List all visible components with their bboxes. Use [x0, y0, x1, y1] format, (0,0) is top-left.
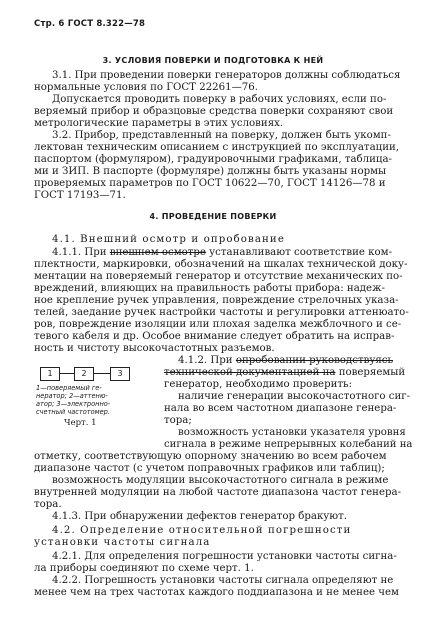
struck-text: опробовании руководствуясь	[235, 355, 394, 366]
paragraph-line: веряемый прибор и образцовые средства поверки сохраняют свои	[34, 106, 394, 117]
struck-text: внешнем осмотре	[109, 247, 206, 258]
paragraph-line: 4.2.2. Погрешность установки частоты сигнала определяют не	[52, 575, 394, 586]
paragraph-line: нала во всем частотном диапазоне генера-	[164, 403, 397, 414]
paragraph-line: Допускается проводить поверку в рабочих условиях, если по-	[52, 94, 387, 105]
scheme-connector	[60, 373, 74, 374]
paragraph-line: плектности, маркировки, обозначений на шкалах технической доку-	[34, 259, 408, 270]
scheme-box-attenuator: 2	[74, 367, 94, 381]
section-3-title: 3. УСЛОВИЯ ПОВЕРКИ И ПОДГОТОВКА К НЕЙ	[102, 56, 324, 65]
paragraph-line: возможность установки указателя уровня	[178, 427, 406, 438]
paragraph-line: лектован техническим описанием с инструкцией по эксплуатации,	[34, 142, 400, 153]
paragraph-line: 4.1.3. При обнаружении дефектов генератор бракуют.	[52, 511, 348, 522]
paragraph-line: 4.1.1. При внешнем осмотре устанавливают соответствие ком-	[52, 247, 393, 258]
scheme-connector	[94, 373, 110, 374]
section-4-title: 4. ПРОВЕДЕНИЕ ПОВЕРКИ	[149, 212, 277, 221]
connection-scheme	[40, 367, 132, 381]
paragraph-line: менее чем на трех частотах каждого поддиапазона и не менее чем	[34, 587, 399, 598]
paragraph-line: проверяемых параметров по ГОСТ 10622—70, ГОСТ 14126—78 и	[34, 178, 386, 189]
scheme-caption-line: счетный частотомер.	[36, 408, 110, 416]
paragraph-line: возможность модуляции высокочастотного сигнала в режиме	[52, 475, 389, 486]
paragraph-line: 4.2.1. Для определения погрешности установки частоты сигна-	[52, 551, 397, 562]
paragraph-line: диапазоне частот (с учетом поправочных графиков или таблиц);	[34, 463, 385, 474]
paragraph-line: технической документацией на поверяемый	[164, 367, 406, 378]
paragraph-line: вреждений, влияющих на правильность работы прибора: надеж-	[34, 283, 385, 294]
scheme-caption-line: 1—поверяемый ге-	[36, 384, 102, 392]
scheme-box-generator: 1	[40, 367, 60, 381]
subsection-heading: 4.1. Внешний осмотр и опробование	[52, 234, 285, 245]
paragraph-line: ное крепление ручек управления, повреждение стрелочных указа-	[34, 295, 399, 306]
subsection-heading: 4.2. Определение относительной погрешности	[52, 525, 352, 536]
paragraph-line: ность и чистоту высокочастотных разъемов.	[34, 343, 275, 354]
paragraph-line: ГОСТ 17193—71.	[34, 190, 126, 201]
scheme-caption-line: нератор; 2—аттеню-	[36, 392, 108, 400]
scheme-caption-line: атор; 3—электронно-	[36, 400, 111, 408]
paragraph-line: тора;	[164, 415, 192, 426]
figure-label: Черт. 1	[64, 418, 97, 428]
paragraph-line: паспортом (формуляром), градуировочными графиками, таблица-	[34, 154, 392, 165]
paragraph-line: ми и ЗИП. В паспорте (формуляре) должны быть указаны нормы	[34, 166, 387, 177]
paragraph-line: сигнала в режиме непрерывных колебаний на	[164, 439, 413, 450]
scheme-box-counter: 3	[110, 367, 130, 381]
paragraph-line: тора.	[34, 499, 62, 510]
paragraph-line: телей, заедание ручек настройки частоты и регулировки аттенюато-	[34, 307, 409, 318]
paragraph-line: наличие генерации высокочастотного сиг-	[178, 391, 411, 402]
paragraph-line: 4.1.2. При опробовании руководствуясь	[178, 355, 394, 366]
paragraph-line: нормальные условия по ГОСТ 22261—76.	[34, 82, 259, 93]
paragraph-line: тевого кабеля и др. Особое внимание следует обратить на исправ-	[34, 331, 395, 342]
paragraph-line: ла приборы соединяют по схеме черт. 1.	[34, 563, 254, 574]
page-header: Стр. 6 ГОСТ 8.322—78	[34, 19, 146, 29]
paragraph-line: 3.1. При проведении поверки генераторов должны соблюдаться	[52, 70, 401, 81]
paragraph-line: отметку, соответствующую опорному значению во всем рабочем	[34, 451, 387, 462]
paragraph-line: метрологические параметры в этих условиях.	[34, 118, 284, 129]
struck-text: технической документацией на	[164, 367, 336, 378]
paragraph-line: ментации на поверяемый генератор и отсутствие механических по-	[34, 271, 403, 282]
subsection-heading: установки частоты сигнала	[34, 537, 211, 548]
paragraph-line: ров, повреждение изоляции или плохая заделка межблочного и се-	[34, 319, 402, 330]
paragraph-line: 3.2. Прибор, представленный на поверку, должен быть укомп-	[52, 130, 391, 141]
paragraph-line: генератор, необходимо проверить:	[164, 379, 353, 390]
paragraph-line: внутренней модуляции на любой частоте диапазона частот генера-	[34, 487, 402, 498]
